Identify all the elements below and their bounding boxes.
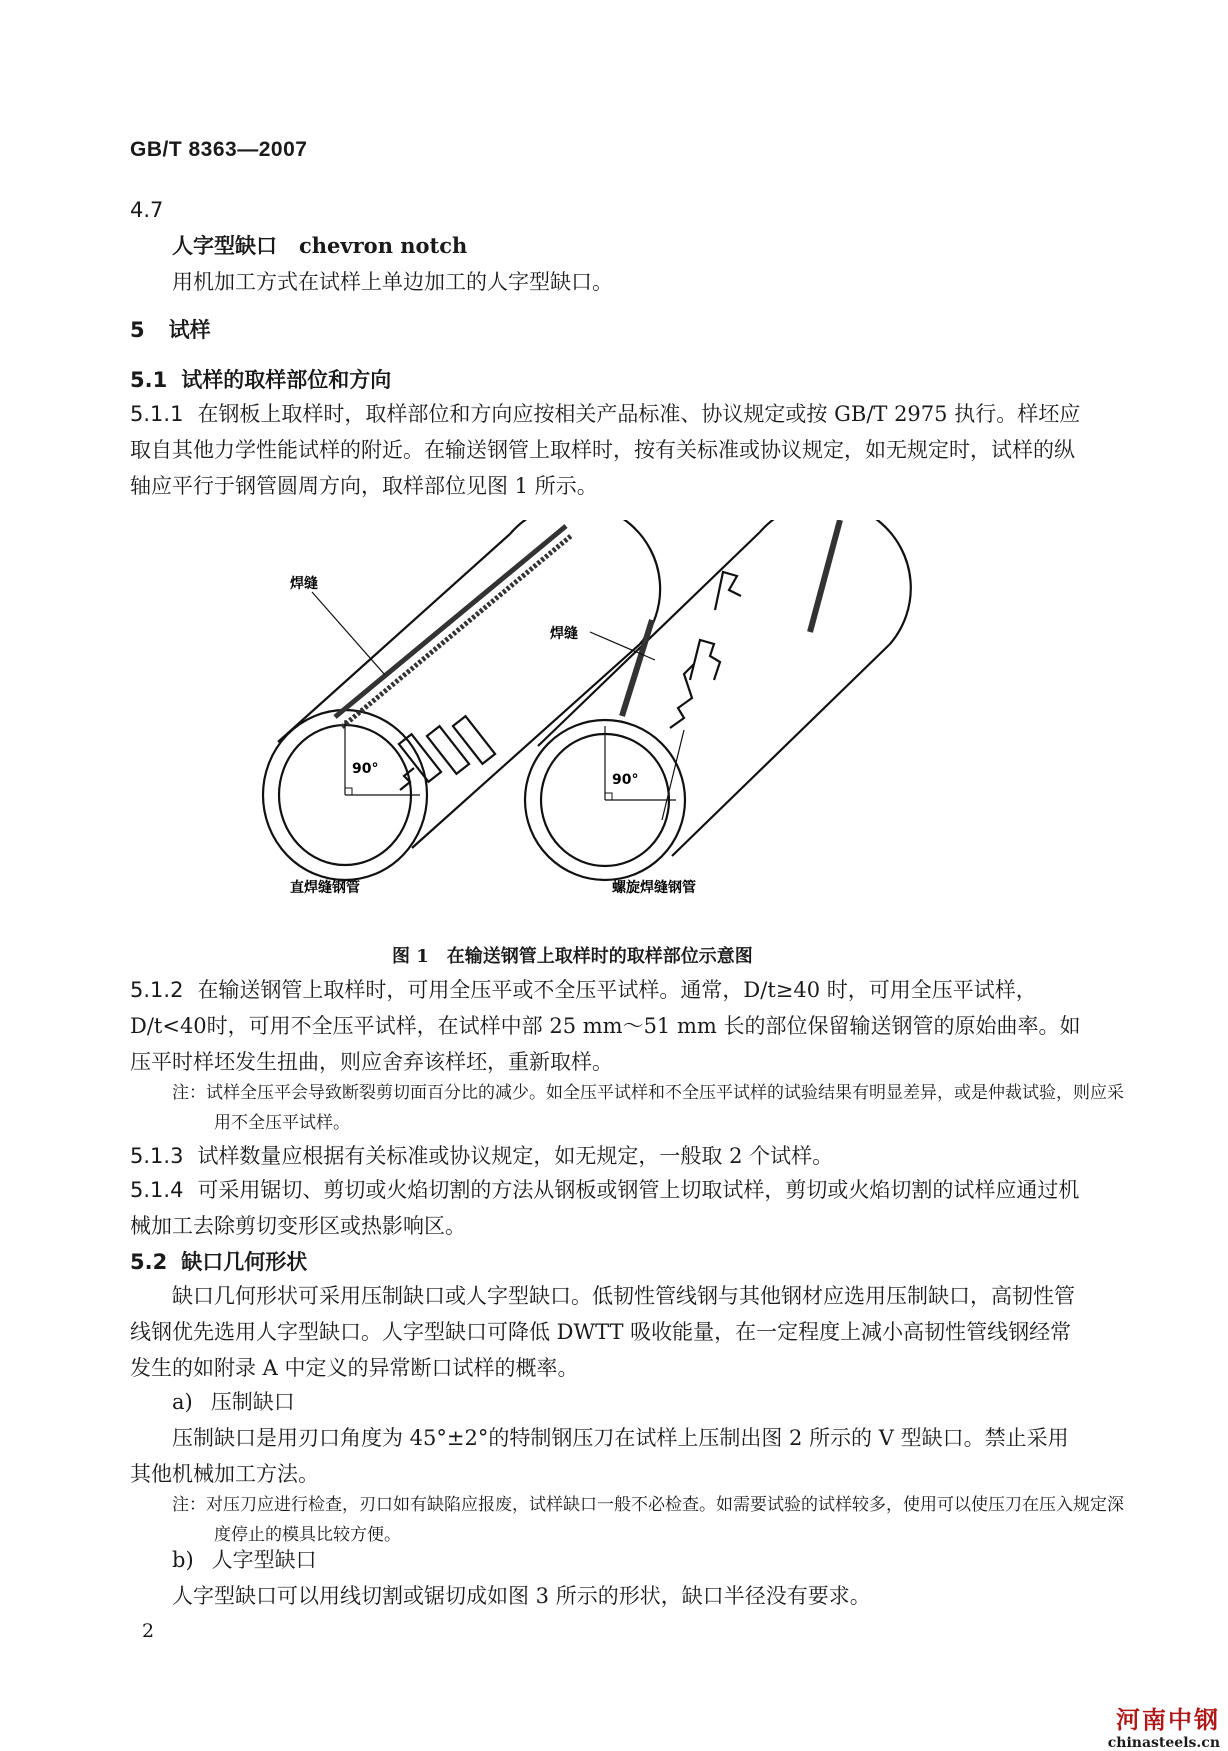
- section-5-2-heading: 5.2 缺口几何形状: [130, 1249, 308, 1274]
- section-5-1-2-note: 注：试样全压平会导致断裂剪切面百分比的减少。如全压平试样和不全压平试样的试验结果有明显差异，或是仲裁试验，则应采用不全压平试样。: [172, 1083, 1124, 1133]
- section-5-1-heading: 5.1 试样的取样部位和方向: [130, 367, 392, 392]
- section-5-1-2-number: 5.1.2: [130, 978, 184, 1002]
- watermark-brand: [1108, 1700, 1220, 1751]
- section-5-2-text: 缺口几何形状可采用压制缺口或人字型缺口。低韧性管线钢与其他钢材应选用压制缺口，高韧性管线钢优先选用人字型缺口。人字型缺口可降低 DWTT 吸收能量，在一定程度上减小高韧性管线钢经常发生的如附录 A 中定义的异常断口试样的概率。: [130, 1284, 1075, 1380]
- brand-url: chinasteels.cn: [1107, 1735, 1220, 1751]
- section-4-7-term: [172, 228, 467, 264]
- section-5-1-4: 5.1.4 可采用锯切、剪切或火焰切割的方法从钢板或钢管上切取试样，剪切或火焰切割的试样应通过机械加工去除剪切变形区或热影响区。: [130, 1178, 1080, 1238]
- section-5-1-1: [130, 396, 1085, 504]
- term-en: chevron notch: [299, 233, 468, 258]
- section-5-heading: 5 试样: [130, 317, 211, 342]
- right-angle-label: 90°: [612, 772, 639, 788]
- section-5-1-2-text: 在输送钢管上取样时，可用全压平或不全压平试样。通常，D/t≥40 时，可用全压平试样，D/t<40时，可用不全压平试样，在试样中部 25 mm～51 mm 长的部位保留输送钢管的原始曲率。如压平时样坯发生扭曲，则应舍弃该样坯，重新取样。: [130, 978, 1081, 1074]
- section-5-1-1-number: 5.1.1: [130, 402, 184, 426]
- item-a-heading: a) 压制缺口: [172, 1390, 295, 1414]
- item-a-note: 注：对压刀应进行检查，刃口如有缺陷应报废，试样缺口一般不必检查。如需要试验的试样较多，使用可以使压刀在压入规定深度停止的模具比较方便。: [172, 1495, 1124, 1545]
- item-a-text: 压制缺口是用刃口角度为 45°±2°的特制钢压刀在试样上压制出图 2 所示的 V 型缺口。禁止采用其他机械加工方法。: [130, 1426, 1069, 1486]
- item-b-heading: b) 人字型缺口: [172, 1548, 317, 1572]
- left-pipe-caption: 直焊缝钢管: [290, 880, 360, 896]
- spiral-seam-pipe: [525, 520, 911, 880]
- section-5-1-2: [130, 972, 1085, 1080]
- figure-1-diagram: [260, 520, 980, 920]
- section-4-7-definition: 用机加工方式在试样上单边加工的人字型缺口。: [172, 270, 613, 294]
- standard-number: GB/T 8363—2007: [130, 138, 308, 161]
- term-cn: 人字型缺口: [172, 233, 277, 258]
- left-angle-label: 90°: [352, 761, 379, 777]
- section-5-1-1-text: 在钢板上取样时，取样部位和方向应按相关产品标准、协议规定或按 GB/T 2975 执行。样坯应取自其他力学性能试样的附近。在输送钢管上取样时，按有关标准或协议规定，如无规定时，试样的纵轴应平行于钢管圆周方向，取样部位见图 1 所示。: [130, 402, 1081, 498]
- section-4-7-number: 4.7: [130, 198, 164, 222]
- straight-seam-pipe: [263, 520, 660, 880]
- left-weld-label: 焊缝: [290, 576, 318, 592]
- section-5-1-3: 5.1.3 试样数量应根据有关标准或协议规定，如无规定，一般取 2 个试样。: [130, 1144, 834, 1168]
- brand-name: 河南中钢: [1116, 1706, 1220, 1734]
- right-weld-label: 焊缝: [550, 626, 578, 642]
- figure-1-caption: 图 1 在输送钢管上取样时的取样部位示意图: [392, 946, 753, 967]
- page-number: 2: [142, 1620, 155, 1642]
- item-b-text: 人字型缺口可以用线切割或锯切成如图 3 所示的形状，缺口半径没有要求。: [172, 1584, 871, 1608]
- right-pipe-caption: 螺旋焊缝钢管: [612, 880, 696, 896]
